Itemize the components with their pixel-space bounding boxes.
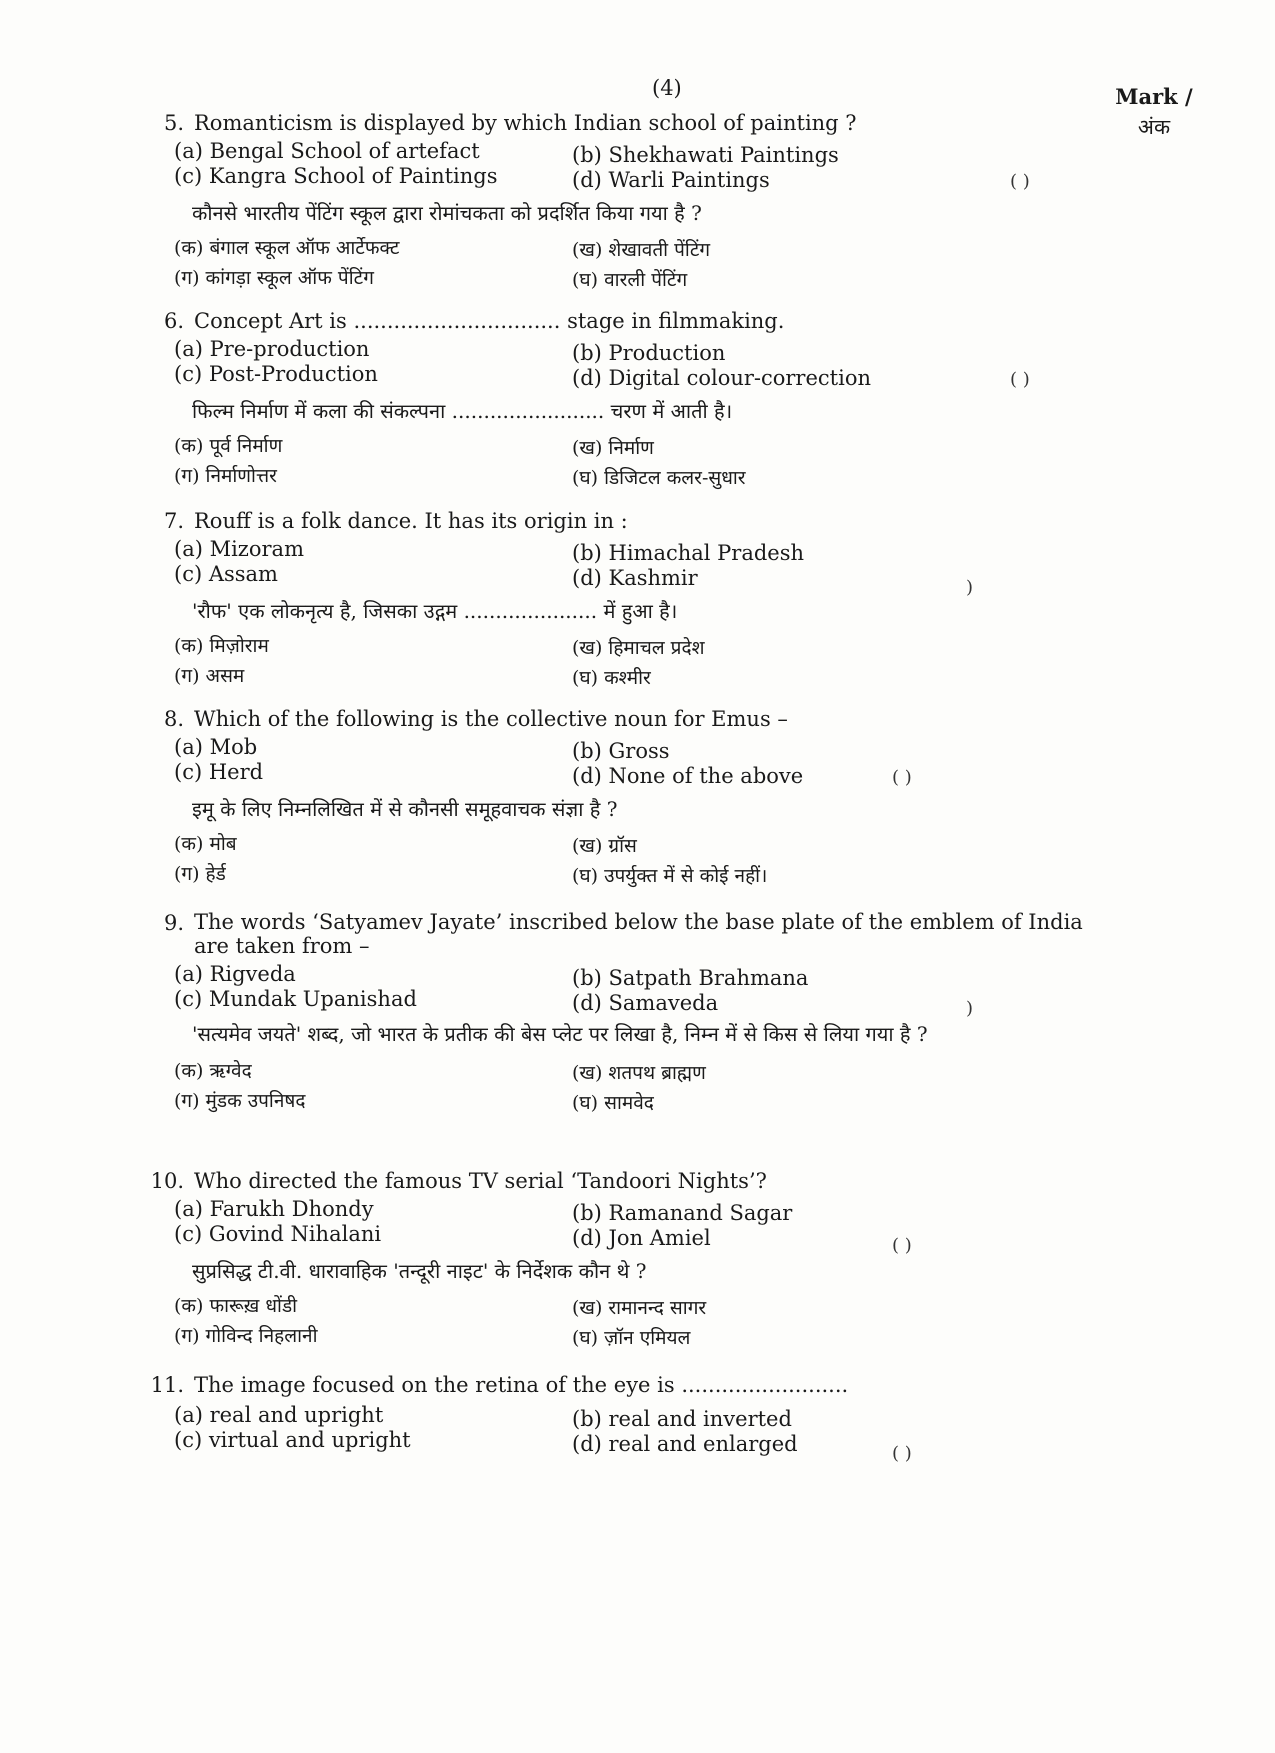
question-8	[140, 706, 1250, 892]
question-text: Rouff is a folk dance. It has its origin in :	[194, 509, 628, 533]
option-gha: (घ) ज़ॉन एमियल	[572, 1327, 691, 1349]
option-a: (a) Rigveda	[174, 962, 296, 986]
options-hindi	[140, 430, 1250, 494]
options-english	[140, 959, 1250, 1019]
question-text-hindi: फिल्म निर्माण में कला की संकल्पना ........................ चरण में आती है।	[192, 399, 733, 423]
question-text-hindi: कौनसे भारतीय पेंटिंग स्कूल द्वारा रोमांचकता को प्रदर्शित किया गया है ?	[192, 201, 702, 225]
question-9	[140, 910, 1250, 1117]
answer-box: ( )	[1010, 369, 1030, 390]
question-number: 11.	[150, 1373, 184, 1397]
option-gha: (घ) सामवेद	[572, 1092, 654, 1114]
option-kha: (ख) शेखावती पेंटिंग	[572, 239, 711, 261]
option-b: (b) real and inverted	[572, 1407, 792, 1431]
option-ga: (ग) मुंडक उपनिषद	[174, 1090, 306, 1112]
option-a: (a) Farukh Dhondy	[174, 1197, 374, 1221]
question-number: 7.	[163, 509, 184, 533]
mark-header-english: Mark /	[1115, 84, 1193, 109]
option-a: (a) Mob	[174, 735, 258, 759]
option-b: (b) Gross	[572, 739, 670, 763]
option-kha: (ख) निर्माण	[572, 437, 654, 459]
options-english	[140, 1196, 1250, 1256]
option-a: (a) real and upright	[174, 1403, 384, 1427]
question-number: 8.	[163, 707, 184, 731]
option-ga: (ग) हेर्ड	[174, 863, 226, 885]
question-7	[140, 508, 1250, 694]
question-number: 5.	[163, 111, 184, 135]
options-english	[140, 1400, 1250, 1464]
question-number: 9.	[163, 911, 184, 935]
options-hindi	[140, 232, 1250, 296]
question-number: 10.	[150, 1169, 184, 1193]
question-number: 6.	[163, 309, 184, 333]
option-ka: (क) मिज़ोराम	[174, 635, 269, 657]
options-english	[140, 336, 1250, 390]
option-ka: (क) ऋग्वेद	[174, 1060, 252, 1082]
option-kha: (ख) हिमाचल प्रदेश	[572, 637, 705, 659]
question-text-hindi: 'सत्यमेव जयते' शब्द, जो भारत के प्रतीक की बेस प्लेट पर लिखा है, निम्न में से किस से लिया गया है ?	[192, 1022, 928, 1046]
option-a: (a) Pre-production	[174, 337, 370, 361]
option-kha: (ख) ग्रॉस	[572, 835, 637, 857]
option-d: (d) Kashmir	[572, 566, 698, 590]
option-ka: (क) पूर्व निर्माण	[174, 435, 283, 457]
option-ga: (ग) कांगड़ा स्कूल ऑफ पेंटिंग	[174, 267, 374, 289]
question-text-hindi: 'रौफ' एक लोकनृत्य है, जिसका उद्गम ..................... में हुआ है।	[192, 599, 678, 623]
answer-box: ( )	[892, 767, 912, 788]
mark-header-hindi: अंक	[1137, 115, 1171, 139]
question-5	[140, 110, 1250, 296]
option-a: (a) Mizoram	[174, 537, 304, 561]
option-ka: (क) बंगाल स्कूल ऑफ आर्टेफक्ट	[174, 237, 400, 259]
option-ka: (क) मोब	[174, 833, 237, 855]
options-english	[140, 138, 1250, 192]
option-d: (d) Jon Amiel	[572, 1226, 711, 1250]
answer-box: )	[966, 998, 974, 1019]
options-hindi	[140, 630, 1250, 694]
question-text: The words ‘Satyamev Jayate’ inscribed below the base plate of the emblem of India are taken from –	[194, 910, 1083, 958]
question-text-hindi: सुप्रसिद्ध टी.वी. धारावाहिक 'तन्दूरी नाइट' के निर्देशक कौन थे ?	[192, 1259, 647, 1283]
options-english	[140, 536, 1250, 598]
option-b: (b) Himachal Pradesh	[572, 541, 805, 565]
question-10	[140, 1168, 1250, 1354]
option-kha: (ख) शतपथ ब्राह्मण	[572, 1062, 706, 1084]
option-c: (c) virtual and upright	[174, 1428, 411, 1452]
option-gha: (घ) डिजिटल कलर-सुधार	[572, 467, 746, 489]
option-c: (c) Kangra School of Paintings	[174, 164, 498, 188]
option-d: (d) Warli Paintings	[572, 168, 770, 192]
option-ka: (क) फारूख़ धोंडी	[174, 1295, 298, 1317]
option-ga: (ग) असम	[174, 665, 245, 687]
answer-box: ( )	[892, 1443, 912, 1464]
options-hindi	[140, 828, 1250, 892]
question-text: Concept Art is ............................... stage in filmmaking.	[194, 309, 785, 333]
option-ga: (ग) गोविन्द निहलानी	[174, 1325, 318, 1347]
option-d: (d) Samaveda	[572, 991, 719, 1015]
option-c: (c) Post-Production	[174, 362, 378, 386]
answer-box: ( )	[892, 1235, 912, 1256]
option-d: (d) real and enlarged	[572, 1432, 798, 1456]
options-hindi	[140, 1053, 1250, 1117]
option-c: (c) Herd	[174, 760, 264, 784]
option-b: (b) Shekhawati Paintings	[572, 143, 839, 167]
options-hindi	[140, 1290, 1250, 1354]
answer-box: ( )	[1010, 171, 1030, 192]
question-text-hindi: इमू के लिए निम्नलिखित में से कौनसी समूहवाचक संज्ञा है ?	[192, 797, 618, 821]
option-gha: (घ) वारली पेंटिंग	[572, 269, 688, 291]
question-text: Who directed the famous TV serial ‘Tandoori Nights’?	[194, 1169, 767, 1193]
answer-box: )	[966, 577, 974, 598]
option-c: (c) Govind Nihalani	[174, 1222, 382, 1246]
option-b: (b) Ramanand Sagar	[572, 1201, 793, 1225]
option-d: (d) Digital colour-correction	[572, 366, 871, 390]
options-english	[140, 734, 1250, 788]
question-text: Which of the following is the collective noun for Emus –	[194, 707, 788, 731]
option-gha: (घ) उपर्युक्त में से कोई नहीं।	[572, 865, 768, 887]
option-kha: (ख) रामानन्द सागर	[572, 1297, 707, 1319]
option-a: (a) Bengal School of artefact	[174, 139, 480, 163]
option-gha: (घ) कश्मीर	[572, 667, 651, 689]
question-text: Romanticism is displayed by which Indian school of painting ?	[194, 111, 857, 135]
question-11	[140, 1372, 1250, 1464]
option-b: (b) Production	[572, 341, 726, 365]
page-number: (4)	[652, 76, 682, 100]
option-ga: (ग) निर्माणोत्तर	[174, 465, 277, 487]
question-6	[140, 308, 1250, 494]
option-c: (c) Assam	[174, 562, 278, 586]
option-c: (c) Mundak Upanishad	[174, 987, 417, 1011]
question-text: The image focused on the retina of the eye is .........................	[194, 1373, 849, 1397]
option-b: (b) Satpath Brahmana	[572, 966, 809, 990]
option-d: (d) None of the above	[572, 764, 804, 788]
